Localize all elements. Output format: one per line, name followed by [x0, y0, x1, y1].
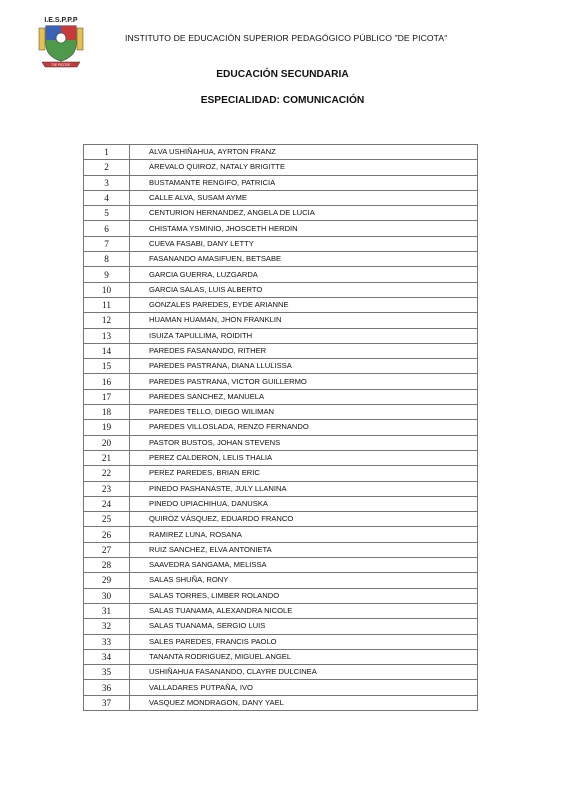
table-row: [84, 343, 478, 358]
row-number: 10: [84, 282, 130, 297]
table-row: [84, 695, 478, 710]
row-number: 20: [84, 435, 130, 450]
student-name: BUSTAMANTE RENGIFO, PATRICIA: [130, 175, 478, 190]
row-number: 23: [84, 481, 130, 496]
specialty-title: ESPECIALIDAD: COMUNICACIÓN: [200, 95, 365, 106]
student-name: SALAS SHUÑA, RONY: [130, 573, 478, 588]
table-row: [84, 558, 478, 573]
row-number: 4: [84, 190, 130, 205]
student-name: GARCIA GUERRA, LUZGARDA: [130, 267, 478, 282]
table-row: [84, 450, 478, 465]
row-number: 32: [84, 619, 130, 634]
student-name: HUAMAN HUAMAN, JHON FRANKLIN: [130, 313, 478, 328]
table-row: [84, 466, 478, 481]
student-name: PEREZ CALDERON, LELIS THALIA: [130, 450, 478, 465]
table-row: [84, 267, 478, 282]
roster-body: [84, 145, 478, 711]
student-name: RUIZ SANCHEZ, ELVA ANTONIETA: [130, 542, 478, 557]
institution-logo: [36, 14, 86, 70]
row-number: 5: [84, 206, 130, 221]
table-row: [84, 190, 478, 205]
row-number: 21: [84, 450, 130, 465]
table-row: [84, 313, 478, 328]
row-number: 9: [84, 267, 130, 282]
student-name: CENTURION HERNANDEZ, ANGELA DE LUCIA: [130, 206, 478, 221]
student-name: USHIÑAHUA FASANANDO, CLAYRE DULCINEA: [130, 665, 478, 680]
table-row: [84, 420, 478, 435]
student-name: VASQUEZ MONDRAGON, DANY YAEL: [130, 695, 478, 710]
row-number: 6: [84, 221, 130, 236]
student-name: PAREDES SANCHEZ, MANUELA: [130, 389, 478, 404]
document-header: [30, 14, 550, 70]
student-name: QUIRÓZ VÁSQUEZ, EDUARDO FRANCO: [130, 512, 478, 527]
table-row: [84, 496, 478, 511]
table-row: [84, 405, 478, 420]
row-number: 16: [84, 374, 130, 389]
table-row: [84, 634, 478, 649]
logo-caption: "DE PICOTA": [51, 63, 71, 67]
row-number: 30: [84, 588, 130, 603]
row-number: 13: [84, 328, 130, 343]
student-name: GARCIA SALAS, LUIS ALBERTO: [130, 282, 478, 297]
student-name: SALAS TUANAMA, ALEXANDRA NICOLE: [130, 603, 478, 618]
table-row: [84, 160, 478, 175]
student-name: ISUIZA TAPULLIMA, ROIDITH: [130, 328, 478, 343]
student-name: GONZALES PAREDES, EYDE ARIANNE: [130, 297, 478, 312]
row-number: 25: [84, 512, 130, 527]
table-row: [84, 603, 478, 618]
row-number: 28: [84, 558, 130, 573]
logo-text: I.E.S.P.P.P: [44, 17, 78, 24]
table-row: [84, 588, 478, 603]
row-number: 22: [84, 466, 130, 481]
row-number: 19: [84, 420, 130, 435]
student-roster-table: [83, 144, 478, 711]
row-number: 29: [84, 573, 130, 588]
table-row: [84, 512, 478, 527]
student-name: SAAVEDRA SANGAMA, MELISSA: [130, 558, 478, 573]
table-row: [84, 145, 478, 160]
student-name: PASTOR BUSTOS, JOHAN STEVENS: [130, 435, 478, 450]
row-number: 12: [84, 313, 130, 328]
row-number: 3: [84, 175, 130, 190]
row-number: 33: [84, 634, 130, 649]
table-row: [84, 282, 478, 297]
student-name: CALLE ALVA, SUSAM AYME: [130, 190, 478, 205]
row-number: 26: [84, 527, 130, 542]
student-name: PAREDES TELLO, DIEGO WILIMAN: [130, 405, 478, 420]
student-name: VALLADARES PUTPAÑA, IVO: [130, 680, 478, 695]
row-number: 8: [84, 252, 130, 267]
row-number: 18: [84, 405, 130, 420]
table-row: [84, 374, 478, 389]
row-number: 1: [84, 145, 130, 160]
table-row: [84, 680, 478, 695]
row-number: 37: [84, 695, 130, 710]
table-row: [84, 649, 478, 664]
table-row: [84, 221, 478, 236]
row-number: 36: [84, 680, 130, 695]
row-number: 7: [84, 236, 130, 251]
institution-name: INSTITUTO DE EDUCACIÓN SUPERIOR PEDAGÓGICO PÚBLICO "DE PICOTA": [125, 33, 448, 43]
row-number: 15: [84, 359, 130, 374]
student-name: CHISTAMA YSMINIO, JHOSCETH HERDIN: [130, 221, 478, 236]
student-name: PAREDES VILLOSLADA, RENZO FERNANDO: [130, 420, 478, 435]
table-row: [84, 328, 478, 343]
student-name: RAMIREZ LUNA, ROSANA: [130, 527, 478, 542]
table-row: [84, 175, 478, 190]
row-number: 31: [84, 603, 130, 618]
table-row: [84, 252, 478, 267]
table-row: [84, 435, 478, 450]
row-number: 27: [84, 542, 130, 557]
table-row: [84, 542, 478, 557]
table-row: [84, 236, 478, 251]
row-number: 34: [84, 649, 130, 664]
table-row: [84, 481, 478, 496]
row-number: 11: [84, 297, 130, 312]
student-name: FASANANDO AMASIFUEN, BETSABE: [130, 252, 478, 267]
row-number: 14: [84, 343, 130, 358]
table-row: [84, 389, 478, 404]
table-row: [84, 619, 478, 634]
row-number: 24: [84, 496, 130, 511]
table-row: [84, 297, 478, 312]
student-name: PAREDES PASTRANA, VICTOR GUILLERMO: [130, 374, 478, 389]
student-name: PEREZ PAREDES, BRIAN ERIC: [130, 466, 478, 481]
student-name: SALAS TUANAMA, SERGIO LUIS: [130, 619, 478, 634]
table-row: [84, 206, 478, 221]
row-number: 35: [84, 665, 130, 680]
table-row: [84, 359, 478, 374]
table-row: [84, 665, 478, 680]
student-name: SALAS TORRES, LIMBER ROLANDO: [130, 588, 478, 603]
education-level-title: EDUCACIÓN SECUNDARIA: [216, 69, 349, 80]
student-name: PINEDO UPIACHIHUA, DANUSKA: [130, 496, 478, 511]
crest-icon: [36, 14, 86, 70]
student-name: PINEDO PASHANASTE, JULY LLANINA: [130, 481, 478, 496]
student-name: SALES PAREDES, FRANCIS PAOLO: [130, 634, 478, 649]
table-row: [84, 527, 478, 542]
student-name: TANANTA RODRIGUEZ, MIGUEL ANGEL: [130, 649, 478, 664]
student-name: PAREDES PASTRANA, DIANA LLULISSA: [130, 359, 478, 374]
row-number: 2: [84, 160, 130, 175]
student-name: ALVA USHIÑAHUA, AYRTON FRANZ: [130, 145, 478, 160]
row-number: 17: [84, 389, 130, 404]
student-name: AREVALO QUIROZ, NATALY BRIGITTE: [130, 160, 478, 175]
student-name: CUEVA FASABI, DANY LETTY: [130, 236, 478, 251]
table-row: [84, 573, 478, 588]
student-name: PAREDES FASANANDO, RITHER: [130, 343, 478, 358]
